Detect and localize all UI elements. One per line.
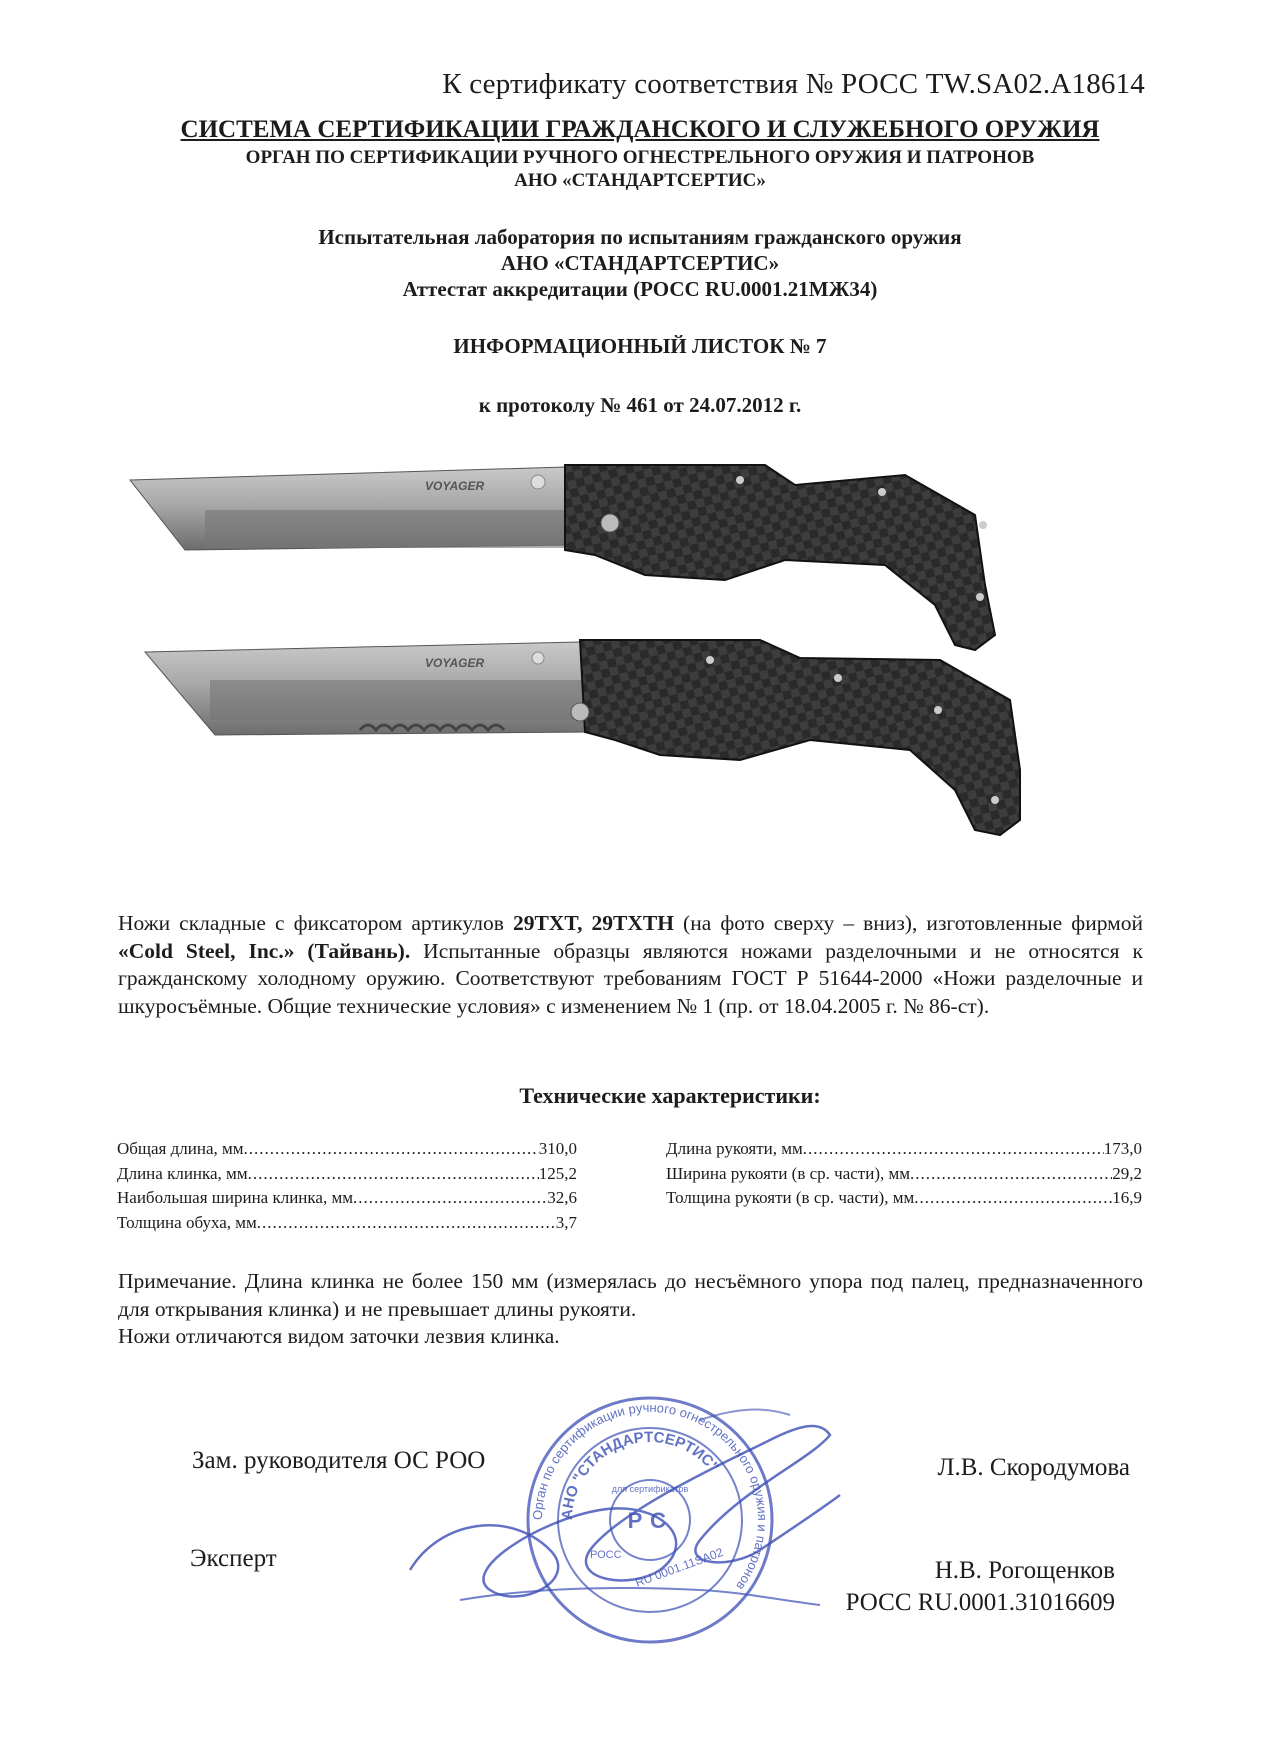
spec-label: Толщина рукояти (в ср. части), мм (666, 1188, 915, 1207)
spec-value: 32,6 (547, 1188, 577, 1207)
manufacturer: «Cold Steel, Inc.» (Тайвань). (118, 938, 411, 963)
note-text: Примечание. Длина клинка не более 150 мм (измерялась до несъёмного упора под палец, предназначенного для открывания клинка) и не превышает длины рукояти. (118, 1269, 1143, 1321)
spec-row (666, 1186, 1142, 1211)
protocol-reference: к протоколу № 461 от 24.07.2012 г. (478, 393, 802, 417)
spec-row (666, 1137, 1142, 1162)
spec-row (117, 1211, 577, 1236)
specs-title: Технические характеристики: (519, 1083, 821, 1108)
blade-brand-text: VOYAGER (425, 479, 485, 493)
spec-value: 3,7 (555, 1212, 577, 1232)
note-block (118, 1268, 1143, 1351)
accreditation-line: Аттестат аккредитации (РОСС RU.0001.21МЖ34) (402, 277, 878, 301)
svg-text:С: С (650, 1508, 666, 1533)
laboratory-line-2: АНО «СТАНДАРТСЕРТИС» (500, 251, 780, 275)
knives-photo (125, 455, 1125, 885)
spec-value: 16,9 (1112, 1188, 1142, 1207)
stamp-inner-text: для сертификатов (611, 1484, 689, 1494)
spec-row (117, 1137, 577, 1162)
specs-left-column (117, 1137, 577, 1235)
description-text-1: Ножи складные с фиксатором артикулов (118, 911, 513, 935)
description-text-3: Испытанные образцы являются ножами разделочными и не относятся к гражданскому холодному оружию. Соответствуют требованиям ГОСТ Р 51644-2000 «Ножи разделочные и шкуросъёмные. Общие технические условия» с изменением № 1 (пр. от 18.04.2005 г. № 86-ст). (118, 938, 1143, 1018)
stamp-side-text: РОСС (590, 1549, 622, 1561)
organization-line-2: АНО «СТАНДАРТСЕРТИС» (514, 170, 766, 191)
spec-value: 173,0 (1103, 1139, 1142, 1158)
description-text-2: (на фото сверху – вниз), изготовленные фирмой (673, 911, 1143, 935)
signatory-role-1: Зам. руководителя ОС РОО (192, 1447, 486, 1474)
spec-row (666, 1162, 1142, 1187)
spec-label: Наибольшая ширина клинка, мм (117, 1188, 353, 1207)
spec-value: 125,2 (538, 1163, 577, 1183)
knife-top (130, 465, 995, 650)
spec-label: Толщина обуха, мм (117, 1212, 257, 1232)
stamp-outer-text: Орган по сертификации ручного огнестрельного оружия и патронов (529, 1399, 771, 1594)
system-title: СИСТЕМА СЕРТИФИКАЦИИ ГРАЖДАНСКОГО И СЛУЖЕБНОГО ОРУЖИЯ (180, 116, 1100, 143)
specs-right-column (666, 1137, 1142, 1211)
spec-label: Длина клинка, мм (117, 1163, 248, 1183)
expert-registration: РОСС RU.0001.31016609 (845, 1589, 1115, 1616)
knife-bottom (145, 640, 1020, 835)
organization-line-1: ОРГАН ПО СЕРТИФИКАЦИИ РУЧНОГО ОГНЕСТРЕЛЬНОГО ОРУЖИЯ И ПАТРОНОВ (245, 147, 1035, 168)
handwritten-signature (400, 1400, 860, 1630)
spec-label: Общая длина, мм (117, 1139, 244, 1158)
signatory-name-2: Н.В. Рогощенков (934, 1557, 1115, 1584)
stamp-organization: АНО "СТАНДАРТСЕРТИС" (558, 1428, 723, 1521)
article-numbers: 29TXT, 29TXTH (512, 911, 674, 935)
knives-description (118, 910, 1143, 1020)
signatory-role-2: Эксперт (190, 1545, 277, 1572)
spec-value: 310,0 (538, 1139, 577, 1158)
spec-row (117, 1186, 577, 1211)
spec-label: Ширина рукояти (в ср. части), мм (666, 1163, 911, 1183)
sheet-title: ИНФОРМАЦИОННЫЙ ЛИСТОК № 7 (453, 334, 827, 358)
svg-text:Р: Р (627, 1508, 643, 1533)
spec-value: 29,2 (1112, 1163, 1142, 1183)
stamp-registration: RU 0001.11SA02 (633, 1544, 726, 1590)
spec-row (117, 1162, 577, 1187)
note-difference: Ножи отличаются видом заточки лезвия клинка. (118, 1324, 560, 1348)
signatory-name-1: Л.В. Скородумова (937, 1454, 1130, 1481)
laboratory-line-1: Испытательная лаборатория по испытаниям гражданского оружия (318, 225, 962, 249)
blade-brand-text: VOYAGER (425, 656, 485, 670)
certificate-reference: К сертификату соответствия № РОСС TW.SA02.А18614 (442, 68, 1145, 100)
spec-label: Длина рукояти, мм (666, 1139, 803, 1158)
